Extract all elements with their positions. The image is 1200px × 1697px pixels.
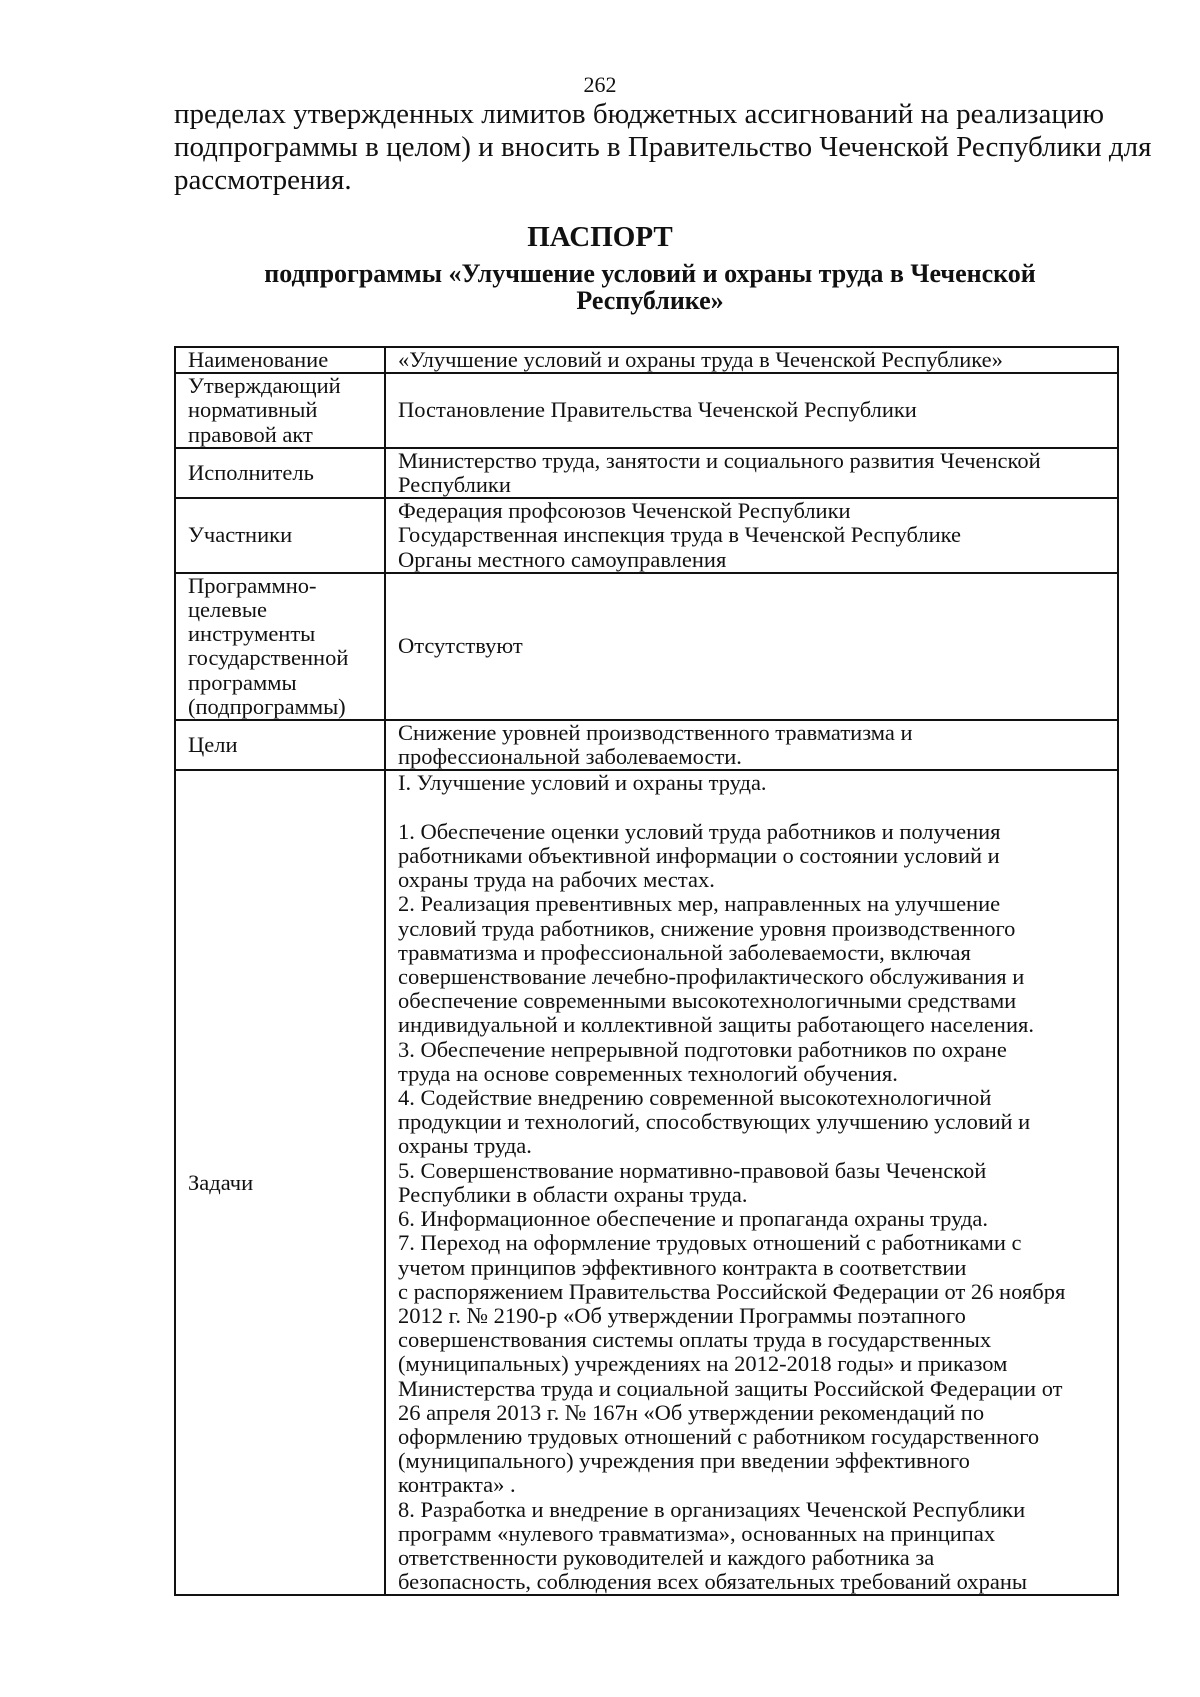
row-label-cell (175, 498, 385, 573)
row-label-cell (175, 770, 385, 1595)
row-value-line: Снижение уровней производственного травматизма и (398, 720, 913, 746)
row-value-line: «Улучшение условий и охраны труда в Чеченской Республике» (398, 347, 1003, 372)
row-label-cell (175, 373, 385, 448)
row-label: Цели (188, 732, 238, 758)
row-value-line: охраны труда на рабочих местах. (398, 867, 715, 893)
row-label: инструменты (188, 621, 316, 647)
row-label: государственной (188, 645, 349, 671)
row-value-line: оформлению трудовых отношений с работником государственного (398, 1423, 1040, 1449)
row-label: Задачи (188, 1169, 254, 1195)
intro-line: пределах утвержденных лимитов бюджетных ассигнований на реализацию (174, 98, 1105, 130)
row-value-line: работниками объективной информации о состоянии условий и (398, 843, 1000, 869)
row-value-line: Министерство труда, занятости и социального развития Чеченской (398, 447, 1041, 473)
row-value-line: программ «нулевого травматизма», основанных на принципах (398, 1520, 996, 1546)
row-value-line: 7. Переход на оформление трудовых отношений с работниками с (398, 1230, 1022, 1256)
row-value-cell (385, 448, 1118, 498)
row-value-line: совершенствования системы оплаты труда в государственных (398, 1327, 992, 1353)
row-label-cell (175, 720, 385, 770)
passport-row (175, 373, 1118, 448)
row-value-cell (385, 573, 1118, 720)
row-value-line: травматизма и профессиональной заболеваемости, включая (398, 939, 971, 965)
row-value-line: безопасность, соблюдения всех обязательных требований охраны (398, 1569, 1028, 1595)
row-value-line: Республики (398, 472, 511, 498)
row-value-line: ответственности руководителей и каждого работника за (398, 1544, 935, 1570)
passport-row (175, 720, 1118, 770)
row-label-cell (175, 448, 385, 498)
row-value-line: (муниципальных) учреждениях на 2012-2018 годы» и приказом (398, 1351, 1008, 1377)
passport-table-body (175, 347, 1118, 1595)
row-value-cell (385, 498, 1118, 573)
intro-line: подпрограммы в целом) и вносить в Правительство Чеченской Республики для (174, 131, 1152, 163)
row-value-line: Постановление Правительства Чеченской Республики (398, 397, 917, 423)
row-value-line: совершенствование лечебно-профилактического обслуживания и (398, 964, 1025, 990)
row-value-line: (муниципального) учреждения при введении эффективного (398, 1448, 970, 1474)
row-value-line: 5. Совершенствование нормативно-правовой базы Чеченской (398, 1157, 987, 1183)
row-label: (подпрограммы) (188, 693, 346, 719)
row-value-line: 1. Обеспечение оценки условий труда работников и получения (398, 818, 1001, 844)
row-value-line: Министерства труда и социальной защиты Российской Федерации от (398, 1375, 1063, 1401)
row-value-line: I. Улучшение условий и охраны труда. (398, 770, 767, 796)
row-value-line: учетом принципов эффективного контракта в соответствии (398, 1254, 967, 1280)
row-label: Программно- (188, 572, 317, 598)
row-label: Исполнитель (188, 459, 314, 485)
passport-row (175, 573, 1118, 720)
row-value-line: Государственная инспекция труда в Чеченской Республике (398, 522, 962, 548)
row-value-line (398, 796, 1111, 820)
row-label: программы (188, 669, 297, 695)
row-value-line: контракта» . (398, 1472, 516, 1498)
row-value-line: с распоряжением Правительства Российской Федерации от 26 ноября (398, 1278, 1066, 1304)
passport-row (175, 448, 1118, 498)
row-label-cell (175, 573, 385, 720)
row-value-line: 8. Разработка и внедрение в организациях Чеченской Республики (398, 1496, 1026, 1522)
row-value-line: 2012 г. № 2190-р «Об утверждении Программы поэтапного (398, 1302, 966, 1328)
passport-row (175, 347, 1118, 373)
row-label: Наименование (188, 347, 329, 372)
row-value-line: Республики в области охраны труда. (398, 1181, 748, 1207)
intro-line: рассмотрения. (174, 164, 352, 196)
row-value-line: 3. Обеспечение непрерывной подготовки работников по охране (398, 1036, 1007, 1062)
row-value-cell (385, 770, 1118, 1595)
passport-row (175, 770, 1118, 1595)
row-value-line: 26 апреля 2013 г. № 167н «Об утверждении рекомендаций по (398, 1399, 985, 1425)
passport-table (174, 346, 1119, 1596)
row-label: Утверждающий (188, 373, 341, 399)
row-label-cell (175, 347, 385, 373)
row-value-line: 4. Содействие внедрению современной высокотехнологичной (398, 1085, 992, 1111)
document-title: ПАСПОРТ (527, 221, 673, 253)
row-value-line: Федерация профсоюзов Чеченской Республики (398, 498, 851, 524)
row-value-line: 6. Информационное обеспечение и пропаганда охраны труда. (398, 1206, 989, 1232)
row-value-line: 2. Реализация превентивных мер, направленных на улучшение (398, 891, 1001, 917)
row-value-cell (385, 720, 1118, 770)
row-value-line: Отсутствуют (398, 633, 523, 659)
intro-paragraph (174, 98, 1152, 197)
row-value-line: индивидуальной и коллективной защиты работающего населения. (398, 1012, 1034, 1038)
row-value-cell (385, 373, 1118, 448)
row-label: целевые (188, 597, 267, 623)
row-value-line: охраны труда. (398, 1133, 532, 1159)
row-label: нормативный (188, 397, 318, 423)
subtitle-line: подпрограммы «Улучшение условий и охраны труда в Чеченской (264, 259, 1036, 288)
row-label: правовой акт (188, 421, 313, 447)
row-value-line: труда на основе современных технологий обучения. (398, 1060, 898, 1086)
row-value-line: Органы местного самоуправления (398, 546, 727, 572)
row-value-line: профессиональной заболеваемости. (398, 744, 742, 770)
page-number: 262 (583, 72, 617, 97)
row-value-line: обеспечение современными высокотехнологичными средствами (398, 988, 1017, 1014)
subtitle-line: Республике» (576, 286, 724, 315)
row-label: Участники (188, 522, 293, 548)
row-value-line: условий труда работников, снижение уровня производственного (398, 915, 1016, 941)
document-subtitle (190, 260, 1110, 314)
row-value-line: продукции и технологий, способствующих улучшению условий и (398, 1109, 1031, 1135)
row-value-cell (385, 347, 1118, 373)
passport-row (175, 498, 1118, 573)
